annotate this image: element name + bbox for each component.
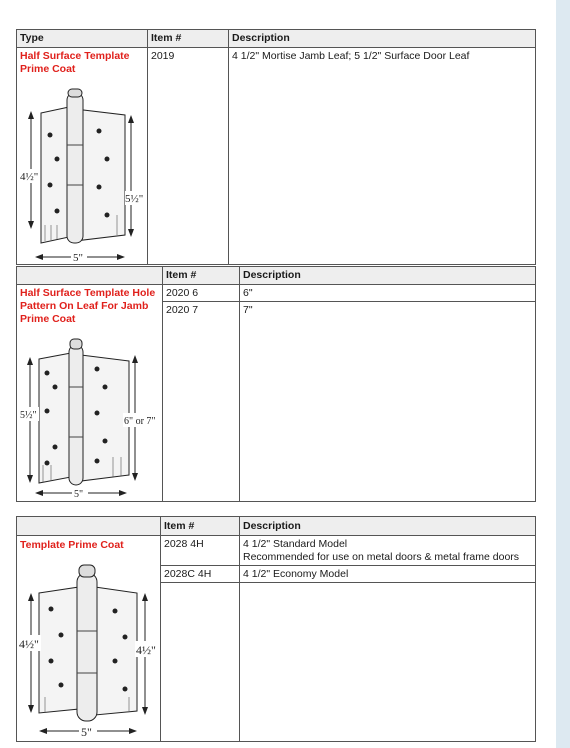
type-title-3: Template Prime Coat <box>20 539 124 551</box>
dim-bottom-3: 5" <box>81 725 92 739</box>
item-2028c-4h: 2028C 4H <box>164 568 212 580</box>
product-table-3 <box>16 516 536 742</box>
description-2019: 4 1/2" Mortise Jamb Leaf; 5 1/2" Surface Door Leaf <box>232 50 470 62</box>
dim-left-3: 4½" <box>19 637 39 651</box>
product-table-1 <box>16 29 536 265</box>
description-2020-7: 7" <box>243 304 253 316</box>
dim-right-2: 6" or 7" <box>124 416 156 427</box>
hinge-icon <box>17 561 159 743</box>
item-2019: 2019 <box>151 50 175 62</box>
dim-bottom-2: 5" <box>74 489 84 500</box>
right-side-bar <box>556 0 570 748</box>
col-header-item: Item # <box>161 518 239 535</box>
type-title-1: Half Surface Template Prime Coat <box>20 50 130 75</box>
dim-right-3: 4½" <box>136 643 156 657</box>
dim-left-1: 4½" <box>20 171 39 183</box>
dim-right-1: 5½" <box>125 193 144 205</box>
col-header-type: Type <box>17 30 147 47</box>
col-header-description: Description <box>240 518 530 535</box>
item-2028-4h: 2028 4H <box>164 538 204 550</box>
product-table-2 <box>16 266 536 502</box>
col-header-item: Item # <box>148 30 228 47</box>
item-2020-6: 2020 6 <box>166 287 199 299</box>
col-header-description: Description <box>229 30 529 47</box>
hinge-icon <box>17 337 161 501</box>
dim-bottom-1: 5" <box>73 252 83 264</box>
description-2028c-4h: 4 1/2" Economy Model <box>243 568 349 580</box>
col-header-description: Description <box>240 267 530 284</box>
description-2020-6: 6" <box>243 287 253 299</box>
type-title-2: Half Surface Template Hole Pattern On Leaf For Jamb Prime Coat <box>20 287 156 325</box>
item-2020-7: 2020 7 <box>166 304 199 316</box>
dim-left-2: 5½" <box>20 410 37 421</box>
description-2028-4h: 4 1/2" Standard Model Recommended for use on metal doors & metal frame doors <box>243 538 520 563</box>
col-header-item: Item # <box>163 267 239 284</box>
hinge-icon <box>17 85 145 265</box>
